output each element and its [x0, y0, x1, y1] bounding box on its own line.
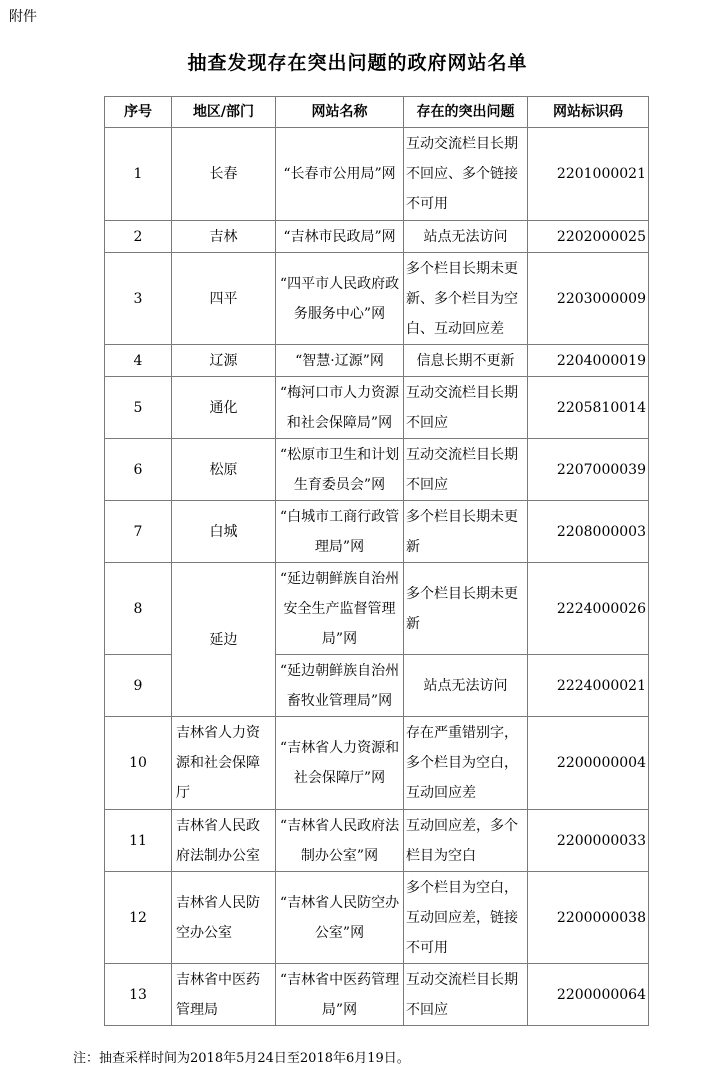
row-site-name: “吉林市民政局”网: [276, 221, 404, 253]
row-site-name: “吉林省人民防空办公室”网: [276, 872, 404, 964]
row-problem: 互动交流栏目长期不回应: [404, 964, 528, 1026]
table-header-row: [105, 97, 649, 128]
table-row: [105, 221, 649, 253]
row-seq: 3: [105, 253, 172, 345]
row-site-name: “吉林省人力资源和社会保障厅”网: [276, 717, 404, 810]
sampling-note: 注：抽查采样时间为2018年5月24日至2018年6月19日。: [73, 1051, 410, 1066]
row-seq: 2: [105, 221, 172, 253]
row-seq: 11: [105, 810, 172, 872]
table-row: [105, 501, 649, 563]
row-site-name: “四平市人民政府政务服务中心”网: [276, 253, 404, 345]
table-row: [105, 377, 649, 439]
row-site-name: “松原市卫生和计划生育委员会”网: [276, 439, 404, 501]
row-site-name: “吉林省人民政府法制办公室”网: [276, 810, 404, 872]
row-problem: 多个栏目长期未更新、多个栏目为空白、互动回应差: [404, 253, 528, 345]
row-region: 延边: [172, 563, 276, 717]
row-problem: 存在严重错别字，多个栏目为空白，互动回应差: [404, 717, 528, 810]
row-region: 吉林省人民防空办公室: [172, 872, 276, 964]
row-problem: 站点无法访问: [404, 655, 528, 717]
table-row: [105, 964, 649, 1026]
row-problem: 互动回应差，多个栏目为空白: [404, 810, 528, 872]
row-region: 长春: [172, 128, 276, 221]
row-site-code: 2203000009: [528, 253, 649, 345]
row-site-code: 2207000039: [528, 439, 649, 501]
row-region: 吉林: [172, 221, 276, 253]
row-problem: 多个栏目长期未更新: [404, 563, 528, 655]
table-row: [105, 563, 649, 655]
table-row: [105, 810, 649, 872]
table-row: [105, 128, 649, 221]
row-region: 吉林省人力资源和社会保障厅: [172, 717, 276, 810]
row-region: 白城: [172, 501, 276, 563]
row-site-code: 2200000004: [528, 717, 649, 810]
row-seq: 7: [105, 501, 172, 563]
header-region: 地区/部门: [172, 97, 276, 128]
row-problem: 互动交流栏目长期不回应、多个链接不可用: [404, 128, 528, 221]
row-seq: 4: [105, 345, 172, 377]
row-site-code: 2201000021: [528, 128, 649, 221]
row-seq: 5: [105, 377, 172, 439]
header-site-code: 网站标识码: [528, 97, 649, 128]
header-problem: 存在的突出问题: [404, 97, 528, 128]
row-seq: 13: [105, 964, 172, 1026]
row-region: 吉林省人民政府法制办公室: [172, 810, 276, 872]
row-site-name: “梅河口市人力资源和社会保障局”网: [276, 377, 404, 439]
row-problem: 多个栏目为空白，互动回应差，链接不可用: [404, 872, 528, 964]
row-region: 松原: [172, 439, 276, 501]
row-site-name: “白城市工商行政管理局”网: [276, 501, 404, 563]
row-site-name: “智慧·辽源”网: [276, 345, 404, 377]
row-seq: 12: [105, 872, 172, 964]
row-problem: 互动交流栏目长期不回应: [404, 439, 528, 501]
table-row: [105, 872, 649, 964]
row-site-code: 2200000038: [528, 872, 649, 964]
table-row: [105, 439, 649, 501]
attachment-label: 附件: [9, 9, 37, 25]
table-row: [105, 717, 649, 810]
row-site-name: “延边朝鲜族自治州安全生产监督管理局”网: [276, 563, 404, 655]
row-region: 通化: [172, 377, 276, 439]
row-region: 辽源: [172, 345, 276, 377]
row-problem: 互动交流栏目长期不回应: [404, 377, 528, 439]
header-seq: 序号: [105, 97, 172, 128]
website-list-table: [104, 96, 649, 1026]
row-site-code: 2224000026: [528, 563, 649, 655]
row-seq: 10: [105, 717, 172, 810]
table-row: [105, 253, 649, 345]
row-site-code: 2204000019: [528, 345, 649, 377]
row-region: 吉林省中医药管理局: [172, 964, 276, 1026]
table-row: [105, 345, 649, 377]
row-site-code: 2208000003: [528, 501, 649, 563]
row-seq: 6: [105, 439, 172, 501]
row-site-code: 2202000025: [528, 221, 649, 253]
row-site-code: 2200000033: [528, 810, 649, 872]
row-problem: 信息长期不更新: [404, 345, 528, 377]
row-site-name: “延边朝鲜族自治州畜牧业管理局”网: [276, 655, 404, 717]
row-site-code: 2200000064: [528, 964, 649, 1026]
row-problem: 站点无法访问: [404, 221, 528, 253]
row-site-code: 2205810014: [528, 377, 649, 439]
row-site-name: “吉林省中医药管理局”网: [276, 964, 404, 1026]
row-seq: 8: [105, 563, 172, 655]
document-title: 抽查发现存在突出问题的政府网站名单: [187, 52, 528, 74]
row-site-code: 2224000021: [528, 655, 649, 717]
header-site-name: 网站名称: [276, 97, 404, 128]
row-problem: 多个栏目长期未更新: [404, 501, 528, 563]
row-seq: 9: [105, 655, 172, 717]
row-seq: 1: [105, 128, 172, 221]
row-site-name: “长春市公用局”网: [276, 128, 404, 221]
row-region: 四平: [172, 253, 276, 345]
